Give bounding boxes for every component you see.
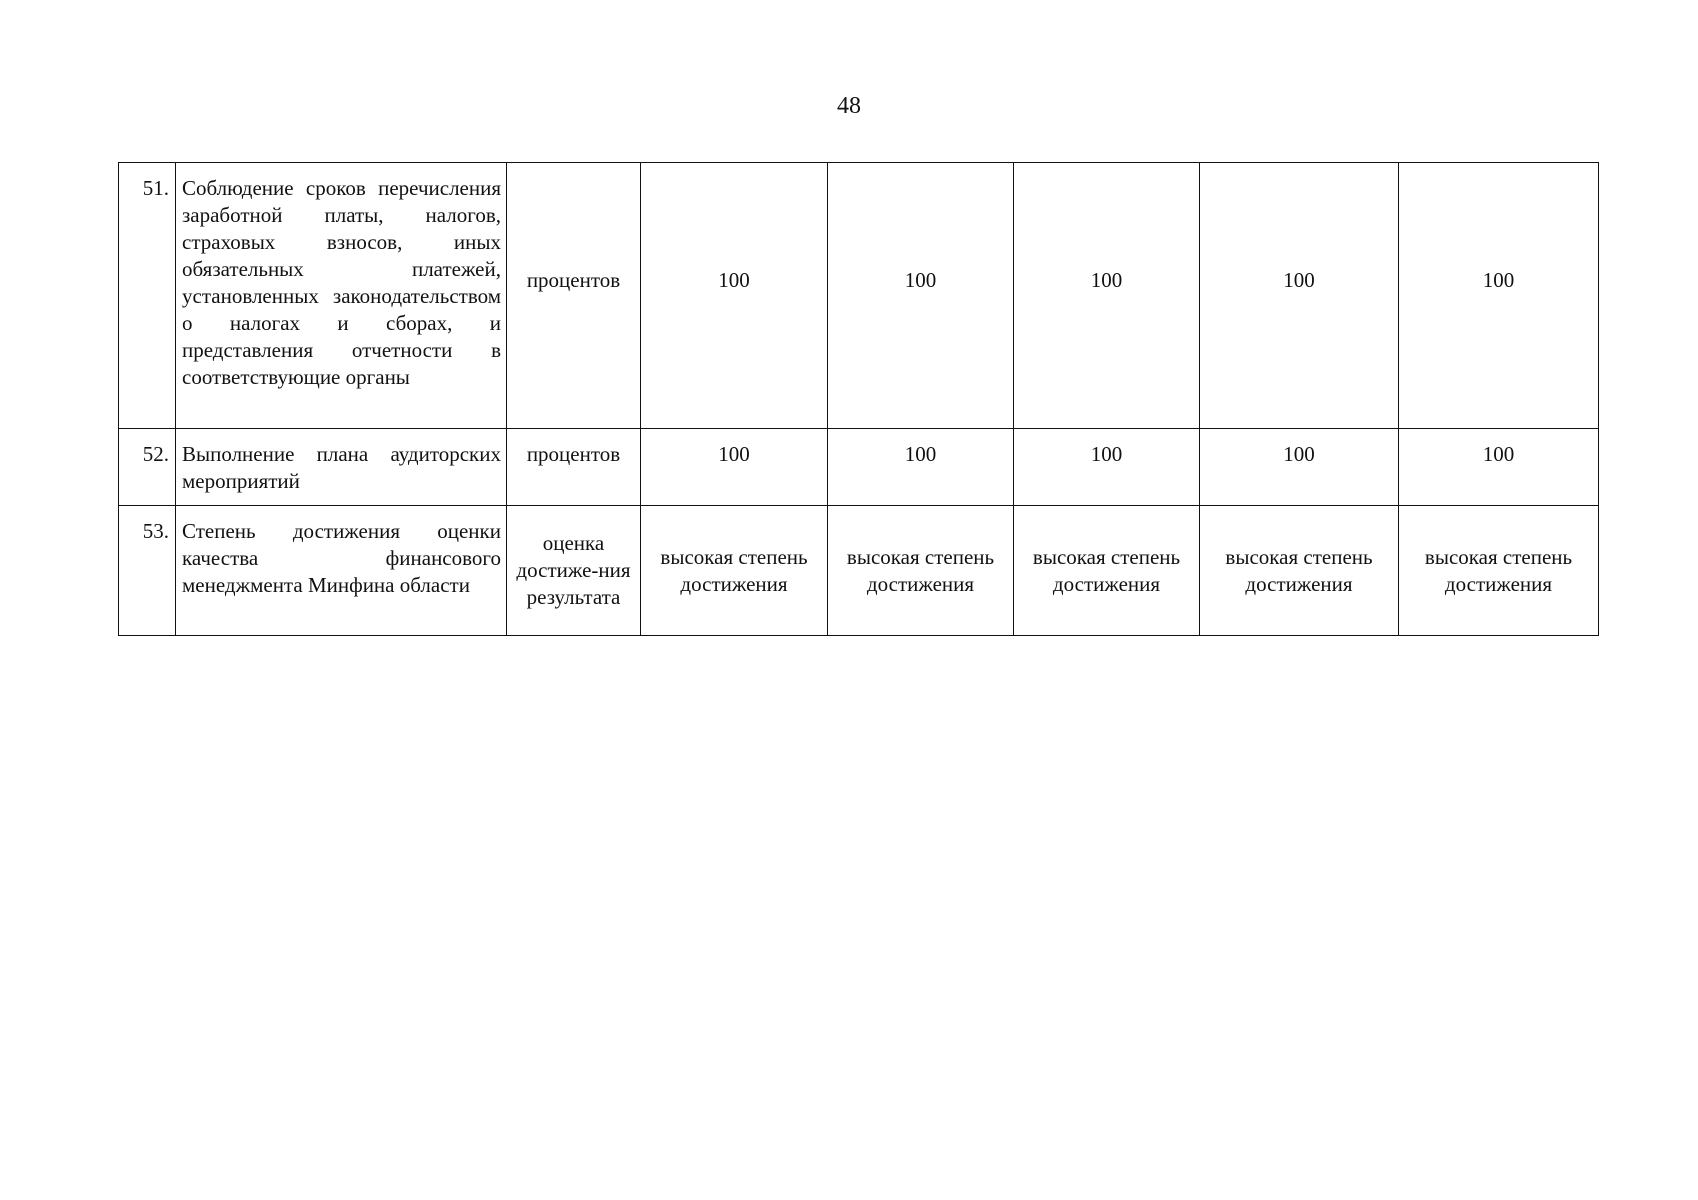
value-cell: высокая степень достижения <box>641 506 828 636</box>
value-cell: высокая степень достижения <box>1399 506 1599 636</box>
value-cell: 100 <box>1200 429 1399 506</box>
value-cell: 100 <box>828 429 1014 506</box>
unit: оценка достиже-ния результата <box>516 531 631 609</box>
value-cell: 100 <box>641 429 828 506</box>
page-number: 48 <box>837 93 861 119</box>
value-cell: 100 <box>1399 429 1599 506</box>
value-cell: 100 <box>641 163 828 429</box>
value-cell: 100 <box>828 163 1014 429</box>
indicator-name: Выполнение плана аудиторских мероприятий <box>182 442 501 493</box>
value-cell: 100 <box>1014 163 1200 429</box>
unit: процентов <box>526 268 621 292</box>
indicator-name-cell <box>176 163 507 429</box>
row-number: 53. <box>119 506 176 636</box>
unit-cell <box>507 429 641 506</box>
table-row <box>119 429 1599 506</box>
value-cell: 100 <box>1014 429 1200 506</box>
indicator-name: Соблюдение сроков перечисления заработной платы, налогов, страховых взносов, иных обязательных платежей, установленных законодательством о налогах и сборах, и представления отчетности в соответствующие органы <box>182 176 501 389</box>
indicator-name-cell <box>176 429 507 506</box>
indicator-name-cell <box>176 506 507 636</box>
value-cell: 100 <box>1200 163 1399 429</box>
row-number: 52. <box>119 429 176 506</box>
value-cell: 100 <box>1399 163 1599 429</box>
indicator-name: Степень достижения оценки качества финансового менеджмента Минфина области <box>182 519 501 597</box>
value-cell: высокая степень достижения <box>828 506 1014 636</box>
row-number: 51. <box>119 163 176 429</box>
indicators-table <box>118 162 1599 636</box>
value-cell: высокая степень достижения <box>1200 506 1399 636</box>
unit-cell <box>507 506 641 636</box>
value-cell: высокая степень достижения <box>1014 506 1200 636</box>
table-row <box>119 163 1599 429</box>
unit: процентов <box>526 442 621 466</box>
unit-cell <box>507 163 641 429</box>
table-row <box>119 506 1599 636</box>
